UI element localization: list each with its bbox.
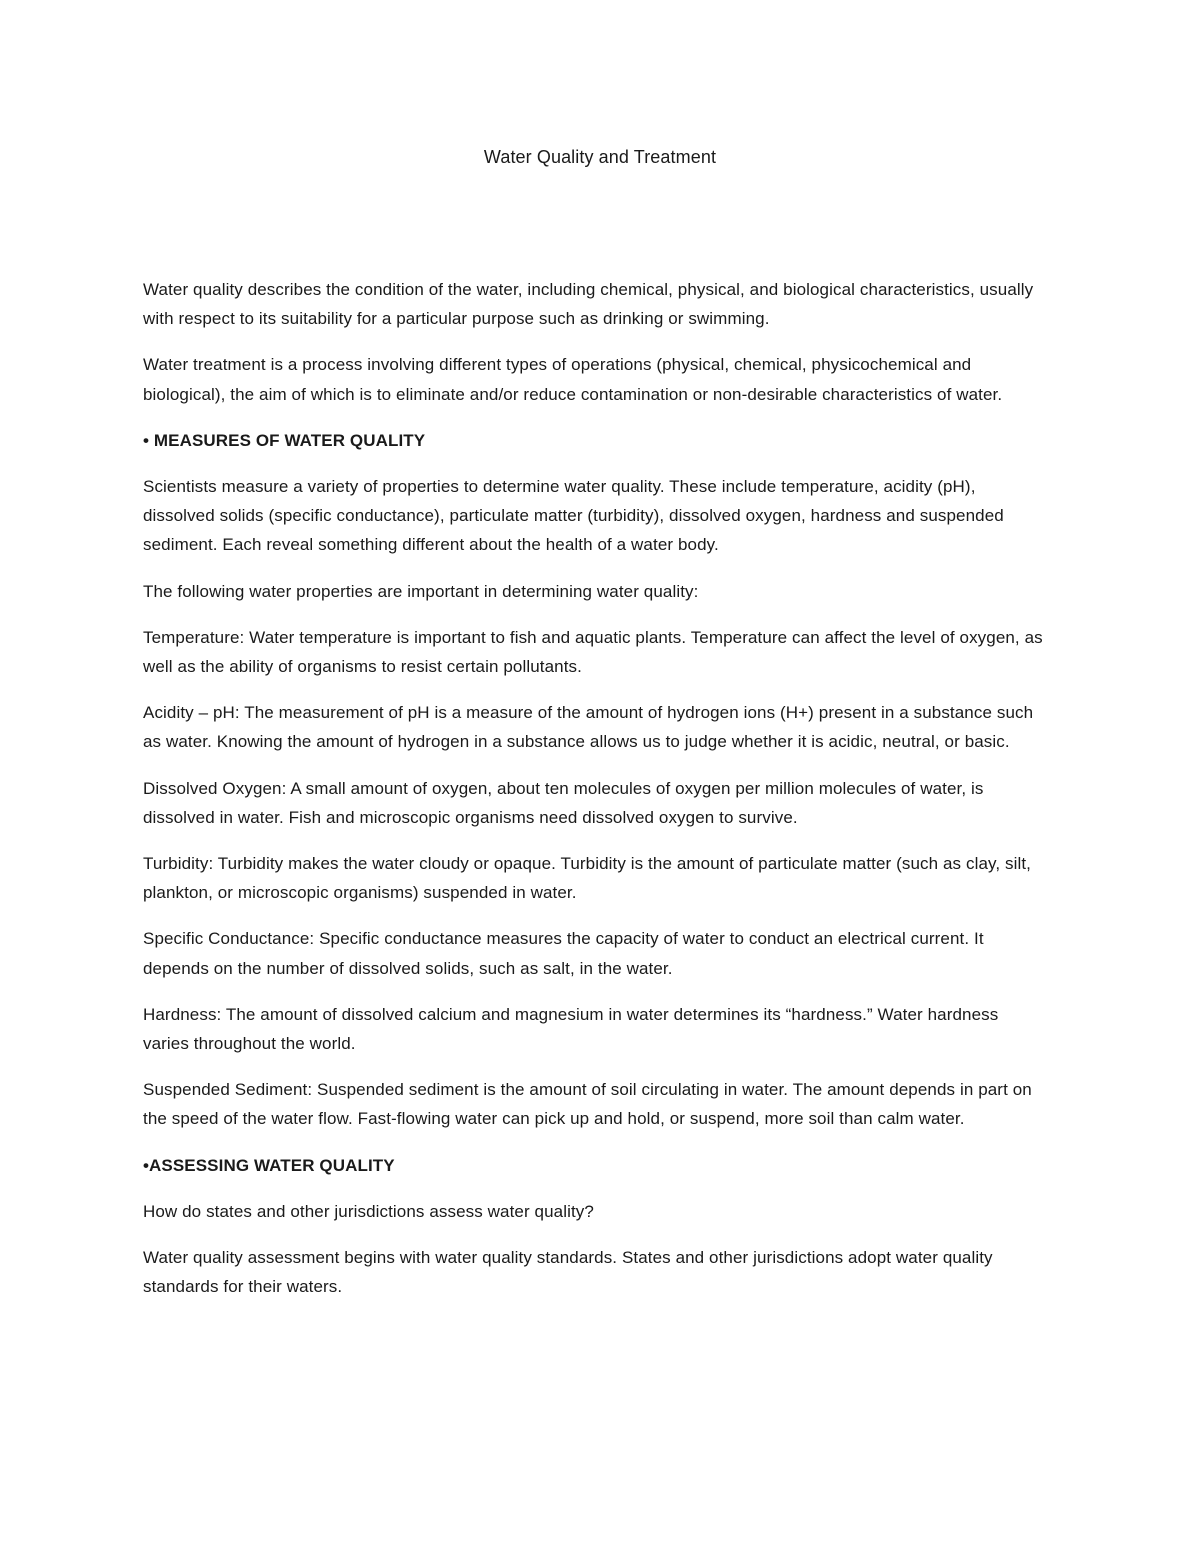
intro-water-quality-paragraph: Water quality describes the condition of the water, including chemical, physical, and biological characteristics, usually with respect to its suitability for a particular purpose such as drinking or swimming. (143, 280, 1034, 329)
document-title: Water Quality and Treatment (483, 147, 717, 167)
document-body (143, 275, 1048, 1318)
turbidity-paragraph: Turbidity: Turbidity makes the water cloudy or opaque. Turbidity is the amount of particulate matter (such as clay, silt, plankton, or microscopic organisms) suspended in water. (143, 854, 1031, 903)
measures-overview-paragraph: Scientists measure a variety of properties to determine water quality. These include temperature, acidity (pH), dissolved solids (specific conductance), particulate matter (turbidity), dissolved oxygen, hardness and suspended sediment. Each reveal something different about the health of a water body. (143, 477, 1004, 555)
hardness-paragraph: Hardness: The amount of dissolved calcium and magnesium in water determines its “hardness.” Water hardness varies throughout the world. (143, 1004, 999, 1054)
acidity-paragraph: Acidity – pH: The measurement of pH is a measure of the amount of hydrogen ions (H+) present in a substance such as water. Knowing the amount of hydrogen in a substance allows us to judge whether it is acidic, neutral, or basic. (143, 703, 1034, 752)
intro-water-treatment-paragraph: Water treatment is a process involving different types of operations (physical, chemical, physicochemical and biological), the aim of which is to eliminate and/or reduce contamination or non-desirable characteristics of water. (143, 355, 1003, 404)
specific-conductance-paragraph: Specific Conductance: Specific conductance measures the capacity of water to conduct an electrical current. It depends on the number of dissolved solids, such as salt, in the water. (143, 929, 984, 978)
suspended-sediment-paragraph: Suspended Sediment: Suspended sediment is the amount of soil circulating in water. The amount depends in part on the speed of the water flow. Fast-flowing water can pick up and hold, or suspend, more soil than calm water. (143, 1080, 1032, 1129)
properties-intro-paragraph: The following water properties are important in determining water quality: (143, 581, 699, 601)
dissolved-oxygen-paragraph: Dissolved Oxygen: A small amount of oxygen, about ten molecules of oxygen per million molecules of water, is dissolved in water. Fish and microscopic organisms need dissolved oxygen to survive. (143, 778, 984, 827)
temperature-paragraph: Temperature: Water temperature is important to fish and aquatic plants. Temperature can affect the level of oxygen, as well as the ability of organisms to resist certain pollutants. (143, 627, 1043, 677)
section-heading-assessing: •ASSESSING WATER QUALITY (143, 1155, 395, 1175)
section-heading-measures: • MEASURES OF WATER QUALITY (143, 430, 426, 450)
assessment-standards-paragraph: Water quality assessment begins with water quality standards. States and other jurisdictions adopt water quality standards for their waters. (143, 1248, 993, 1297)
assessment-question-paragraph: How do states and other jurisdictions assess water quality? (143, 1201, 594, 1221)
